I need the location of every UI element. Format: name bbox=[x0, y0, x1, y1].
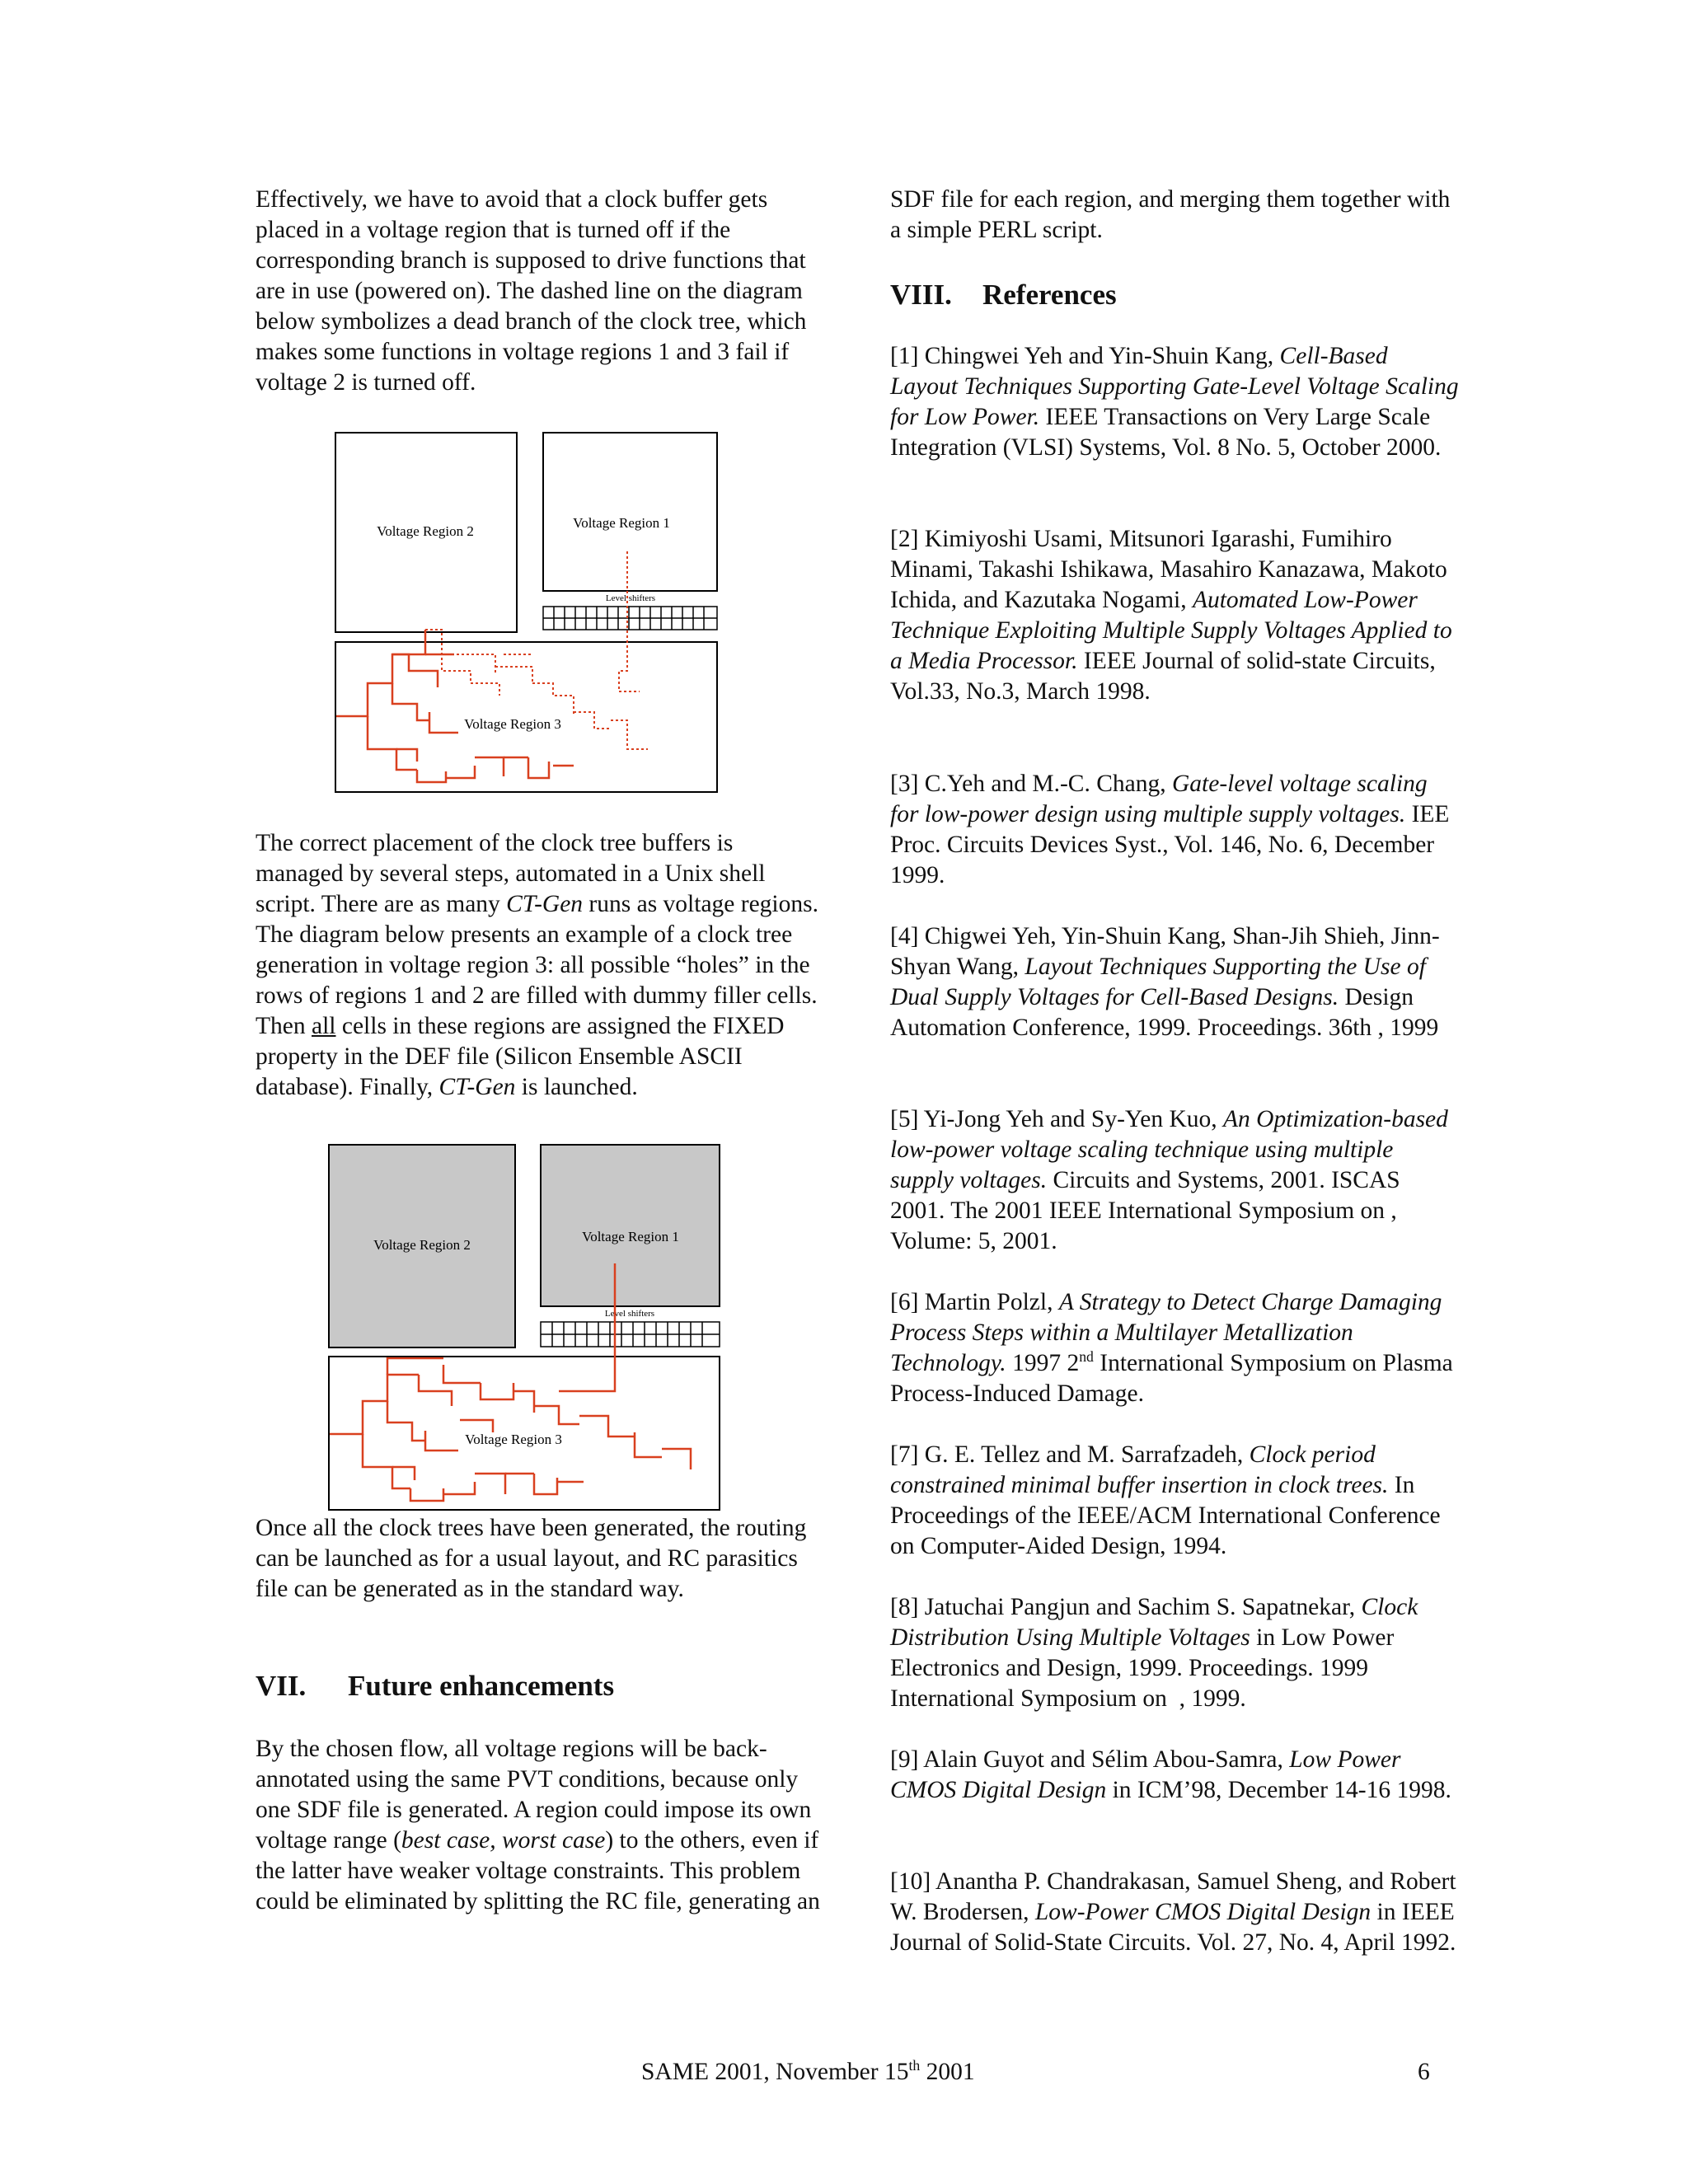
ct-gen-term: CT-Gen bbox=[506, 891, 584, 917]
region-1-label: Voltage Region 1 bbox=[582, 1229, 679, 1244]
paragraph-placement bbox=[256, 828, 824, 1103]
voltage-region-1-box bbox=[541, 1145, 720, 1306]
figure-dead-branch-diagram bbox=[335, 432, 730, 794]
footer-text: 2001 bbox=[920, 2059, 975, 2085]
ordinal-suffix: th bbox=[908, 2057, 921, 2074]
section-title: References bbox=[982, 279, 1117, 311]
ref-title: Clock Distribution Using Multiple Voltages bbox=[890, 1594, 1418, 1651]
ref-title: A Strategy to Detect Charge Damaging Process Steps within a Multilayer Metallization Technology. bbox=[890, 1289, 1442, 1376]
ref-title: Low-Power CMOS Digital Design bbox=[1034, 1899, 1372, 1925]
ref-authors: [8] Jatuchai Pangjun and Sachim S. Sapatnekar, bbox=[890, 1594, 1362, 1620]
reference-item bbox=[890, 341, 1459, 463]
ref-source: 1997 2 bbox=[1006, 1350, 1080, 1376]
region-1-label: Voltage Region 1 bbox=[573, 515, 670, 531]
reference-item bbox=[890, 524, 1459, 707]
voltage-region-1-box bbox=[543, 433, 717, 591]
ref-authors: [5] Yi-Jong Yeh and Sy-Yen Kuo, bbox=[890, 1106, 1224, 1132]
ordinal-suffix: nd bbox=[1079, 1348, 1094, 1366]
ref-title: Automated Low-Power Technique Exploiting Multiple Supply Voltages Applied to a Media Processor. bbox=[890, 587, 1452, 674]
best-worst-case-term: best case, worst case bbox=[401, 1827, 606, 1854]
ref-source: IEEE Journal of solid-state Circuits, Vol.33, No.3, March 1998. bbox=[890, 648, 1436, 705]
ref-authors: [1] Chingwei Yeh and Yin-Shuin Kang, bbox=[890, 343, 1280, 369]
ref-authors: [3] C.Yeh and M.-C. Chang, bbox=[890, 771, 1172, 797]
ref-source: Design Automation Conference, 1999. Proceedings. 36th , 1999 bbox=[890, 984, 1439, 1041]
paragraph-routing: Once all the clock trees have been generated, the routing can be launched as for a usual layout, and RC parasitics file can be generated as in the standard way. bbox=[256, 1515, 807, 1602]
level-shifters-label: Level shifters bbox=[605, 593, 656, 603]
ref-authors: [6] Martin Polzl, bbox=[890, 1289, 1059, 1315]
ref-authors: [7] G. E. Tellez and M. Sarrafzadeh, bbox=[890, 1441, 1250, 1468]
text-span: The correct placement of the clock tree buffers is managed by several steps, automated in a Unix shell script. There are as many bbox=[256, 830, 766, 917]
text-span: ) to the others, even if the latter have weaker voltage constraints. This problem could be eliminated by splitting the RC file, generating an bbox=[256, 1827, 820, 1915]
reference-item bbox=[890, 1745, 1459, 1806]
region-3-label: Voltage Region 3 bbox=[464, 716, 561, 732]
ref-source: International Symposium on Plasma Process-Induced Damage. bbox=[890, 1350, 1453, 1407]
ref-source: IEEE Transactions on Very Large Scale Integration (VLSI) Systems, Vol. 8 No. 5, October 2000. bbox=[890, 404, 1442, 461]
reference-item bbox=[890, 1287, 1459, 1409]
text-span: By the chosen flow, all voltage regions will be back-annotated using the same PVT conditions, because only one SDF file is generated. A region could impose its own voltage range ( bbox=[256, 1736, 812, 1854]
ref-title: Clock period constrained minimal buffer insertion in clock trees. bbox=[890, 1441, 1389, 1498]
region-3-label: Voltage Region 3 bbox=[465, 1432, 562, 1447]
ref-title: An Optimization-based low-power voltage scaling technique using multiple supply voltages. bbox=[890, 1106, 1448, 1193]
ref-source: in ICM’98, December 14-16 1998. bbox=[1106, 1777, 1451, 1803]
ref-source: in IEEE Journal of Solid-State Circuits. Vol. 27, No. 4, April 1992. bbox=[890, 1899, 1456, 1956]
ref-source: IEE Proc. Circuits Devices Syst., Vol. 146, No. 6, December 1999. bbox=[890, 801, 1450, 888]
reference-item bbox=[890, 1104, 1459, 1257]
reference-item bbox=[890, 921, 1459, 1043]
paragraph-intro: Effectively, we have to avoid that a clock buffer gets placed in a voltage region that is turned off if the corresponding branch is supposed to drive functions that are in use (powered on). The dashed line on the diagram below symbolizes a dead branch of the clock tree, which makes some functions in voltage regions 1 and 3 fail if voltage 2 is turned off. bbox=[256, 186, 807, 396]
section-number: VIII. bbox=[890, 279, 952, 311]
region-2-label: Voltage Region 2 bbox=[373, 1237, 471, 1253]
text-span: runs as voltage regions. The diagram below presents an example of a clock tree generation in voltage region 3: all possible “holes” in the rows of regions 1 and 2 are filled with dummy filler cells. Then bbox=[256, 891, 818, 1039]
section-number: VII. bbox=[256, 1670, 307, 1702]
section-title: Future enhancements bbox=[348, 1670, 615, 1702]
paragraph-sdf: SDF file for each region, and merging them together with a simple PERL script. bbox=[890, 186, 1451, 243]
ref-authors: [4] Chigwei Yeh, Yin-Shuin Kang, Shan-Jih Shieh, Jinn-Shyan Wang, bbox=[890, 923, 1440, 980]
reference-item bbox=[890, 769, 1459, 891]
reference-item bbox=[890, 1867, 1459, 1958]
section-heading-references bbox=[890, 278, 1117, 312]
ref-title: Layout Techniques Supporting the Use of Dual Supply Voltages for Cell-Based Designs. bbox=[890, 954, 1426, 1010]
level-shifter-grid bbox=[541, 1322, 720, 1347]
figure-region3-generation-diagram bbox=[328, 1144, 725, 1513]
level-shifter-grid bbox=[543, 607, 717, 630]
all-emphasis: all bbox=[312, 1013, 336, 1039]
text-span: is launched. bbox=[515, 1074, 638, 1100]
paragraph-future bbox=[256, 1734, 824, 1917]
level-shifters-label: Level shifters bbox=[604, 1309, 655, 1319]
ref-title: Gate-level voltage scaling for low-power design using multiple supply voltages. bbox=[890, 771, 1428, 827]
page-footer bbox=[641, 2057, 975, 2088]
ct-gen-term: CT-Gen bbox=[438, 1074, 516, 1100]
ref-title: Cell-Based Layout Techniques Supporting Gate-Level Voltage Scaling for Low Power. bbox=[890, 343, 1459, 430]
ref-source: in Low Power Electronics and Design, 1999. Proceedings. 1999 International Symposium on , 1999. bbox=[890, 1624, 1395, 1712]
reference-item bbox=[890, 1592, 1459, 1714]
ref-source: In Proceedings of the IEEE/ACM International Conference on Computer-Aided Design, 1994. bbox=[890, 1472, 1441, 1559]
ref-authors: [10] Anantha P. Chandrakasan, Samuel Sheng, and Robert W. Brodersen, bbox=[890, 1868, 1456, 1925]
footer-text: SAME 2001, November 15 bbox=[641, 2059, 909, 2085]
ref-authors: [9] Alain Guyot and Sélim Abou-Samra, bbox=[890, 1746, 1290, 1773]
ref-authors: [2] Kimiyoshi Usami, Mitsunori Igarashi, Fumihiro Minami, Takashi Ishikawa, Masahiro Kanazawa, Makoto Ichida, and Kazutaka Nogami, bbox=[890, 526, 1447, 613]
ref-source: Circuits and Systems, 2001. ISCAS 2001. The 2001 IEEE International Symposium on , Volume: 5, 2001. bbox=[890, 1167, 1400, 1254]
text-span: cells in these regions are assigned the FIXED property in the DEF file (Silicon Ensemble ASCII database). Finally, bbox=[256, 1013, 785, 1100]
region-2-label: Voltage Region 2 bbox=[377, 523, 474, 539]
ref-title: Low Power CMOS Digital Design bbox=[890, 1746, 1401, 1803]
reference-item bbox=[890, 1440, 1459, 1562]
section-heading-future-enhancements bbox=[256, 1669, 614, 1704]
page-number: 6 bbox=[1418, 2059, 1430, 2085]
